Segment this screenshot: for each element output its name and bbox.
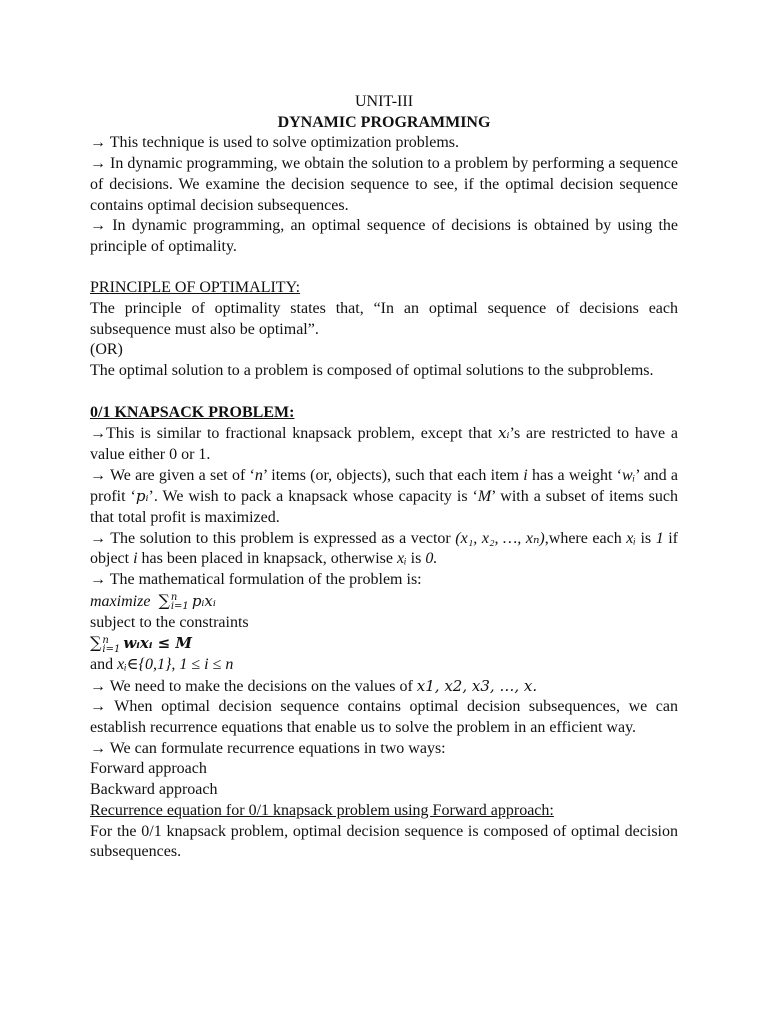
unit-label: UNIT-III [354,93,414,110]
principle-or: (OR) [90,341,123,359]
math-var-x: xᵢ [397,550,407,568]
sum-limits [171,593,189,611]
backward-approach-item: Backward approach [90,781,218,799]
recurrence-heading: Recurrence equation for 0/1 knapsack problem using Forward approach: [90,801,554,819]
text-run: ’. We wish to pack a knapsack whose capacity is ‘ [148,488,478,506]
sum-limits [102,636,120,654]
sum-lower: i=1 [170,601,189,613]
knapsack-paragraph-2 [90,466,678,529]
text-run: ’s are restricted to have a value either 0 or 1. [90,425,679,463]
text-run: ’ items (or, objects), such that each item [262,466,524,484]
math-var-p: pᵢ [135,487,149,506]
math-var-n: n [254,466,263,484]
maximize-expression: pᵢxᵢ [191,591,216,610]
knapsack-heading: 0/1 KNAPSACK PROBLEM: [90,403,295,421]
math-var-x: xᵢ [626,529,636,547]
sum-upper: n [102,634,109,646]
subject-to-line: subject to the constraints [90,613,249,631]
intro-paragraph-3: → In dynamic programming, an optimal sequence of decisions is obtained by using the principle of optimality. [90,217,678,255]
intro-paragraph-1: → This technique is used to solve optimization problems. [90,134,459,152]
knapsack-paragraph-1 [90,423,678,465]
forward-approach-item: Forward approach [90,760,207,778]
math-var-w: wᵢ [622,466,636,484]
decision-variables: x1, x2, x3, …, x. [416,676,538,695]
sum-symbol-icon: ∑ [90,633,102,653]
formula-domain [90,655,678,676]
knapsack-paragraph-3 [90,529,678,570]
knapsack-paragraph-6: → When optimal decision sequence contains optimal decision subsequences, we can establish recurrence equations that enable us to solve the problem in an efficient way. [90,698,678,737]
math-var-x: xᵢ [498,424,510,443]
math-var-M: M [477,488,492,506]
sum-upper: n [170,592,178,604]
text-run: has a weight ‘ [527,466,622,484]
text-run: is [406,550,426,568]
text-run: ,where each [544,529,627,547]
principle-heading: PRINCIPLE OF OPTIMALITY: [90,279,301,297]
spacer [90,382,678,403]
text-run: → The solution to this problem is expressed as a vector [90,529,456,547]
math-var-i: i [133,550,138,568]
page-title: DYNAMIC PROGRAMMING [277,113,491,131]
text-run: ’ and a profit ‘ [90,466,679,506]
text-run: → We need to make the decisions on the values of [90,677,417,695]
principle-paragraph-2: The optimal solution to a problem is composed of optimal solutions to the subproblems. [90,362,654,380]
maximize-label: maximize [90,592,151,610]
text-run: →This is similar to fractional knapsack problem, except that [90,425,499,443]
math-value-one: 1 [655,529,664,547]
text-run: is [635,529,656,547]
knapsack-paragraph-8: For the 0/1 knapsack problem, optimal decision sequence is composed of optimal decision subsequences. [90,822,678,861]
text-run: has been placed in knapsack, otherwise [137,550,398,568]
knapsack-paragraph-5 [90,676,678,698]
sum-lower: i=1 [102,643,121,655]
domain-expression: xᵢ∈{0,1}, 1 ≤ i ≤ n [117,655,234,673]
text-run: → We are given a set of ‘ [90,466,255,484]
formula-maximize [90,591,678,613]
math-var-i: i [523,466,528,484]
spacer [90,258,678,279]
text-run: if object [90,529,679,568]
knapsack-paragraph-7: → We can formulate recurrence equations in two ways: [90,739,446,757]
text-run: and [90,655,118,673]
sum-symbol-icon: ∑ [158,590,170,610]
principle-paragraph-1: The principle of optimality states that, “In an optimal sequence of decisions each subsequence must also be optimal”. [90,300,678,338]
intro-paragraph-2: → In dynamic programming, we obtain the solution to a problem by performing a sequence of decisions. We examine the decision sequence to see, if the optimal decision sequence contains optimal decision subsequences. [90,155,678,214]
text-run: ’ with a subset of items such that total profit is maximized. [90,488,679,527]
math-value-zero: 0. [425,550,438,568]
formula-constraint [90,633,678,655]
math-vector: (x₁, x₂, …, xₙ) [455,529,545,547]
constraint-expression: wᵢxᵢ ≤ M [123,634,193,653]
knapsack-paragraph-4: → The mathematical formulation of the problem is: [90,571,422,589]
